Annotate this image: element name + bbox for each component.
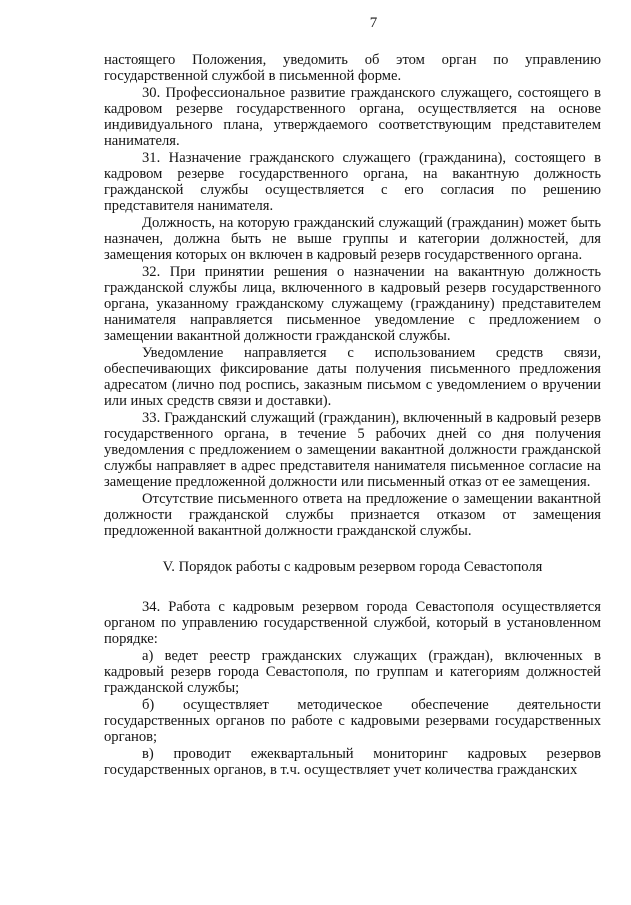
section-heading: V. Порядок работы с кадровым резервом города Севастополя (162, 558, 543, 575)
paragraph: 30. Профессиональное развитие гражданского служащего, состоящего в кадровом резерве государственного органа, осуществляется на основе индивидуального плана, утверждаемого соответствующим представителем нанимателя. (104, 84, 601, 150)
paragraph: 33. Гражданский служащий (гражданин), включенный в кадровый резерв государственного органа, в течение 5 рабочих дней со дня получения уведомления с предложением о замещении вакантной должности гражданской службы направляет в адрес представителя нанимателя письменное согласие на замещение предложенной должности или письменный отказ от ее замещения. (104, 409, 601, 490)
paragraph: 34. Работа с кадровым резервом города Севастополя осуществляется органом по управлению государственной службой, который в установленном порядке: (104, 599, 601, 648)
page-number: 7 (369, 15, 378, 31)
paragraph: а) ведет реестр гражданских служащих (граждан), включенных в кадровый резерв города Севастополя, по группам и категориям должностей гражданской службы; (104, 647, 601, 697)
paragraph: 31. Назначение гражданского служащего (гражданина), состоящего в кадровом резерве государственного органа, на вакантную должность гражданской службы осуществляется с его согласия по решению представителя нанимателя. (104, 149, 601, 215)
paragraph: Уведомление направляется с использованием средств связи, обеспечивающих фиксирование даты получения письменного предложения адресатом (лично под роспись, заказным письмом с уведомлением о вручении или иных средств связи и доставки). (104, 344, 601, 409)
paragraph: 32. При принятии решения о назначении на вакантную должность гражданской службы лица, включенного в кадровый резерв государственного органа, указанному гражданскому служащему (гражданину) представителем нанимателя направляется письменное уведомление с предложением о замещении вакантной должности гражданской службы. (104, 263, 601, 344)
paragraph: в) проводит ежеквартальный мониторинг кадровых резервов государственных органов, в т.ч. осуществляет учет количества гражданских (104, 745, 601, 778)
document-body (104, 52, 601, 778)
paragraph: Отсутствие письменного ответа на предложение о замещении вакантной должности гражданской службы признается отказом от замещения предложенной вакантной должности гражданской службы. (104, 490, 601, 539)
paragraph: Должность, на которую гражданский служащий (гражданин) может быть назначен, должна быть не выше группы и категории должностей, для замещения которых он включен в кадровый резерв государственного органа. (104, 214, 601, 263)
paragraph: б) осуществляет методическое обеспечение деятельности государственных органов по работе с кадровыми резервами государственных органов; (104, 696, 601, 745)
paragraph-continuation: настоящего Положения, уведомить об этом орган по управлению государственной службой в письменной форме. (104, 52, 601, 85)
